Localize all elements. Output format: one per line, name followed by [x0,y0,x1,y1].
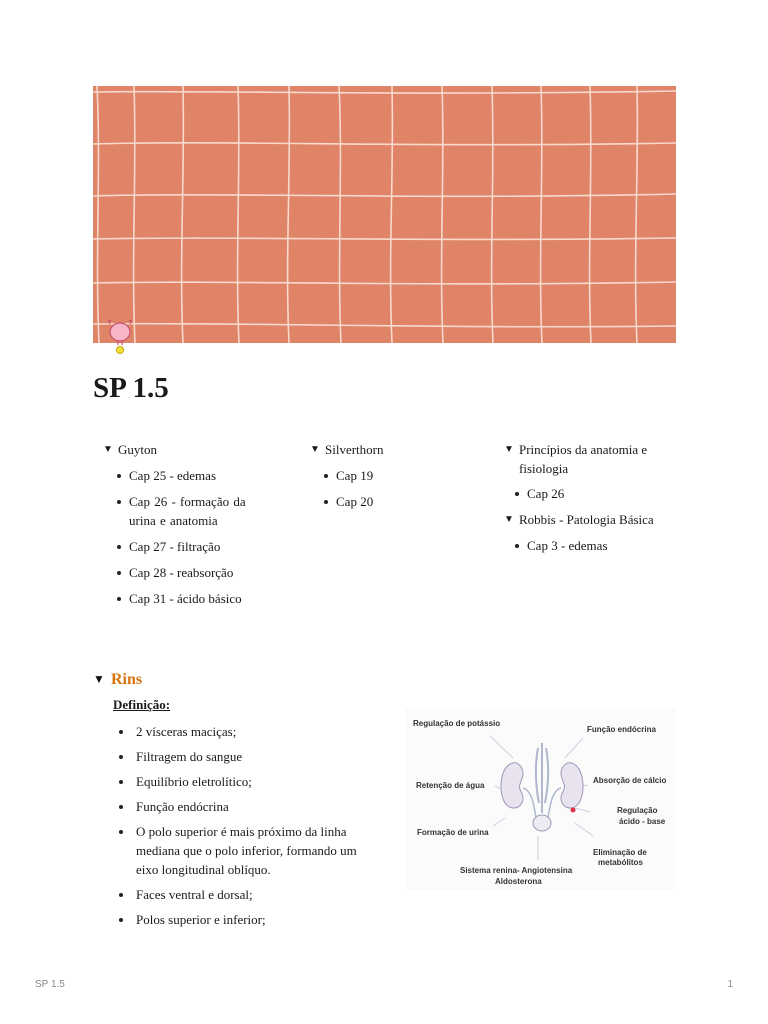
toggle-triangle-icon[interactable]: ▼ [504,444,514,455]
list-item: O polo superior é mais próximo da linha mediana que o polo inferior, formando um eixo longitudinal oblíquo. [113,822,363,879]
toggle-guyton[interactable] [103,440,273,608]
toggle-heading: Guyton [118,442,157,457]
list-item: Cap 19 [310,466,470,485]
cover-grid-pattern [93,86,676,343]
diagram-label-potassio: Regulação de potássio [413,719,501,728]
list-item: Faces ventral e dorsal; [113,885,363,904]
list-item: Função endócrina [113,797,363,816]
toggle-silverthorn[interactable] [310,440,470,511]
section-title-rins: Rins [111,670,143,688]
toggle-triangle-icon[interactable]: ▼ [103,444,113,455]
toggle-heading: Robbis - Patologia Básica [519,512,654,527]
column-3 [504,440,674,555]
diagram-label-renina-2: Aldosterona [495,877,542,886]
bladder-icon [104,318,136,358]
list-item: Cap 20 [310,492,470,511]
list-item: Cap 31 - ácido básico [103,589,273,608]
diagram-label-acido-2: ácido - base [619,817,666,826]
kidney-functions-diagram [405,708,676,890]
diagram-label-endocrina: Função endócrina [587,725,656,734]
list-item: 2 vísceras maciças; [113,722,363,741]
toggle-rins[interactable] [93,670,142,689]
diagram-label-metab-2: metabólitos [598,858,643,867]
toggle-triangle-icon[interactable]: ▼ [504,514,514,525]
list-item: Polos superior e inferior; [113,910,363,929]
toggle-heading: Silverthorn [325,442,384,457]
page-title: SP 1.5 [93,372,169,404]
toggle-robbis[interactable] [504,510,674,555]
diagram-label-agua: Retenção de água [416,781,485,790]
list-item: Cap 3 - edemas [501,536,674,555]
cover-image [93,86,676,343]
list-item: Filtragem do sangue [113,747,363,766]
toggle-heading: Princípios da anatomia e fisiologia [519,442,648,476]
toggle-triangle-icon[interactable]: ▼ [310,444,320,455]
list-item: Equilíbrio eletrolítico; [113,772,363,791]
diagram-label-calcio: Absorção de cálcio [593,776,667,785]
toggle-triangle-icon[interactable]: ▼ [93,672,105,686]
diagram-label-acido-1: Regulação [617,806,658,815]
list-item: Cap 26 - formação da urina e anatomia [103,492,273,530]
diagram-label-metab-1: Eliminação de [593,848,647,857]
diagram-label-urina: Formação de urina [417,828,489,837]
diagram-label-renina-1: Sistema renina- Angiotensina [460,866,573,875]
list-item: Cap 26 [501,484,674,503]
footer-title: SP 1.5 [35,979,65,990]
list-item: Cap 27 - filtração [103,537,273,556]
definition-label: Definição: [113,697,171,712]
footer-page-number: 1 [727,979,733,990]
rins-list [113,716,363,929]
list-item: Cap 25 - edemas [103,466,273,485]
list-item: Cap 28 - reabsorção [103,563,273,582]
toggle-principios[interactable] [504,440,674,503]
